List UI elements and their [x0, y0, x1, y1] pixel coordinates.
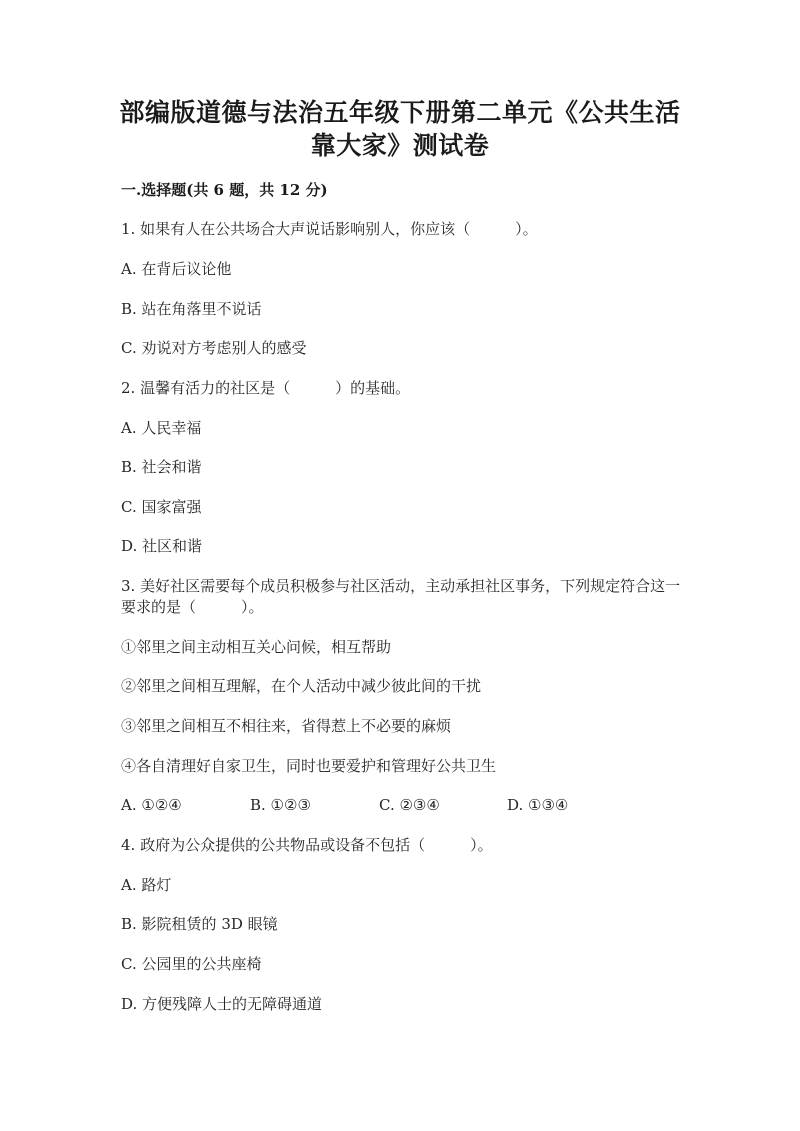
question-3-statement-2: ②邻里之间相互理解，在个人活动中减少彼此间的干扰: [121, 677, 482, 695]
question-1-option-c: C. 劝说对方考虑别人的感受: [121, 339, 307, 357]
document-title: [60, 96, 740, 162]
question-3-stem: 3. 美好社区需要每个成员积极参与社区活动，主动承担社区事务，下列规定符合这一要求的是（ ）。: [121, 577, 681, 616]
question-2-stem: 2. 温馨有活力的社区是（ ）的基础。: [121, 379, 411, 397]
question-3-statement-1: ①邻里之间主动相互关心问候，相互帮助: [121, 638, 392, 656]
question-1-option-b: B. 站在角落里不说话: [121, 300, 262, 318]
question-1-option-a: A. 在背后议论他: [121, 260, 232, 278]
section-header: 一.选择题(共 6 题，共 12 分): [121, 181, 328, 199]
question-3-option-a: A. ①②④: [121, 796, 182, 814]
question-3-option-d: D. ①③④: [507, 796, 569, 814]
title-line-1: 部编版道德与法治五年级下册第二单元《公共生活: [119, 98, 681, 127]
question-4-option-a: A. 路灯: [121, 876, 172, 894]
question-2-option-b: B. 社会和谐: [121, 458, 202, 476]
question-1-stem: 1. 如果有人在公共场合大声说话影响别人，你应该（ ）。: [121, 220, 538, 238]
question-4-option-d: D. 方便残障人士的无障碍通道: [121, 995, 323, 1013]
question-3-option-c: C. ②③④: [379, 796, 440, 814]
question-4-option-c: C. 公园里的公共座椅: [121, 955, 262, 973]
question-3-option-b: B. ①②③: [250, 796, 311, 814]
question-2-option-d: D. 社区和谐: [121, 537, 203, 555]
question-2-option-a: A. 人民幸福: [121, 419, 202, 437]
title-line-2: 靠大家》测试卷: [310, 131, 490, 160]
question-4-option-b: B. 影院租赁的 3D 眼镜: [121, 915, 278, 933]
question-3-statement-3: ③邻里之间相互不相往来，省得惹上不必要的麻烦: [121, 717, 452, 735]
question-2-option-c: C. 国家富强: [121, 498, 202, 516]
question-4-stem: 4. 政府为公众提供的公共物品或设备不包括（ ）。: [121, 836, 493, 854]
question-3-statement-4: ④各自清理好自家卫生，同时也要爱护和管理好公共卫生: [121, 757, 497, 775]
